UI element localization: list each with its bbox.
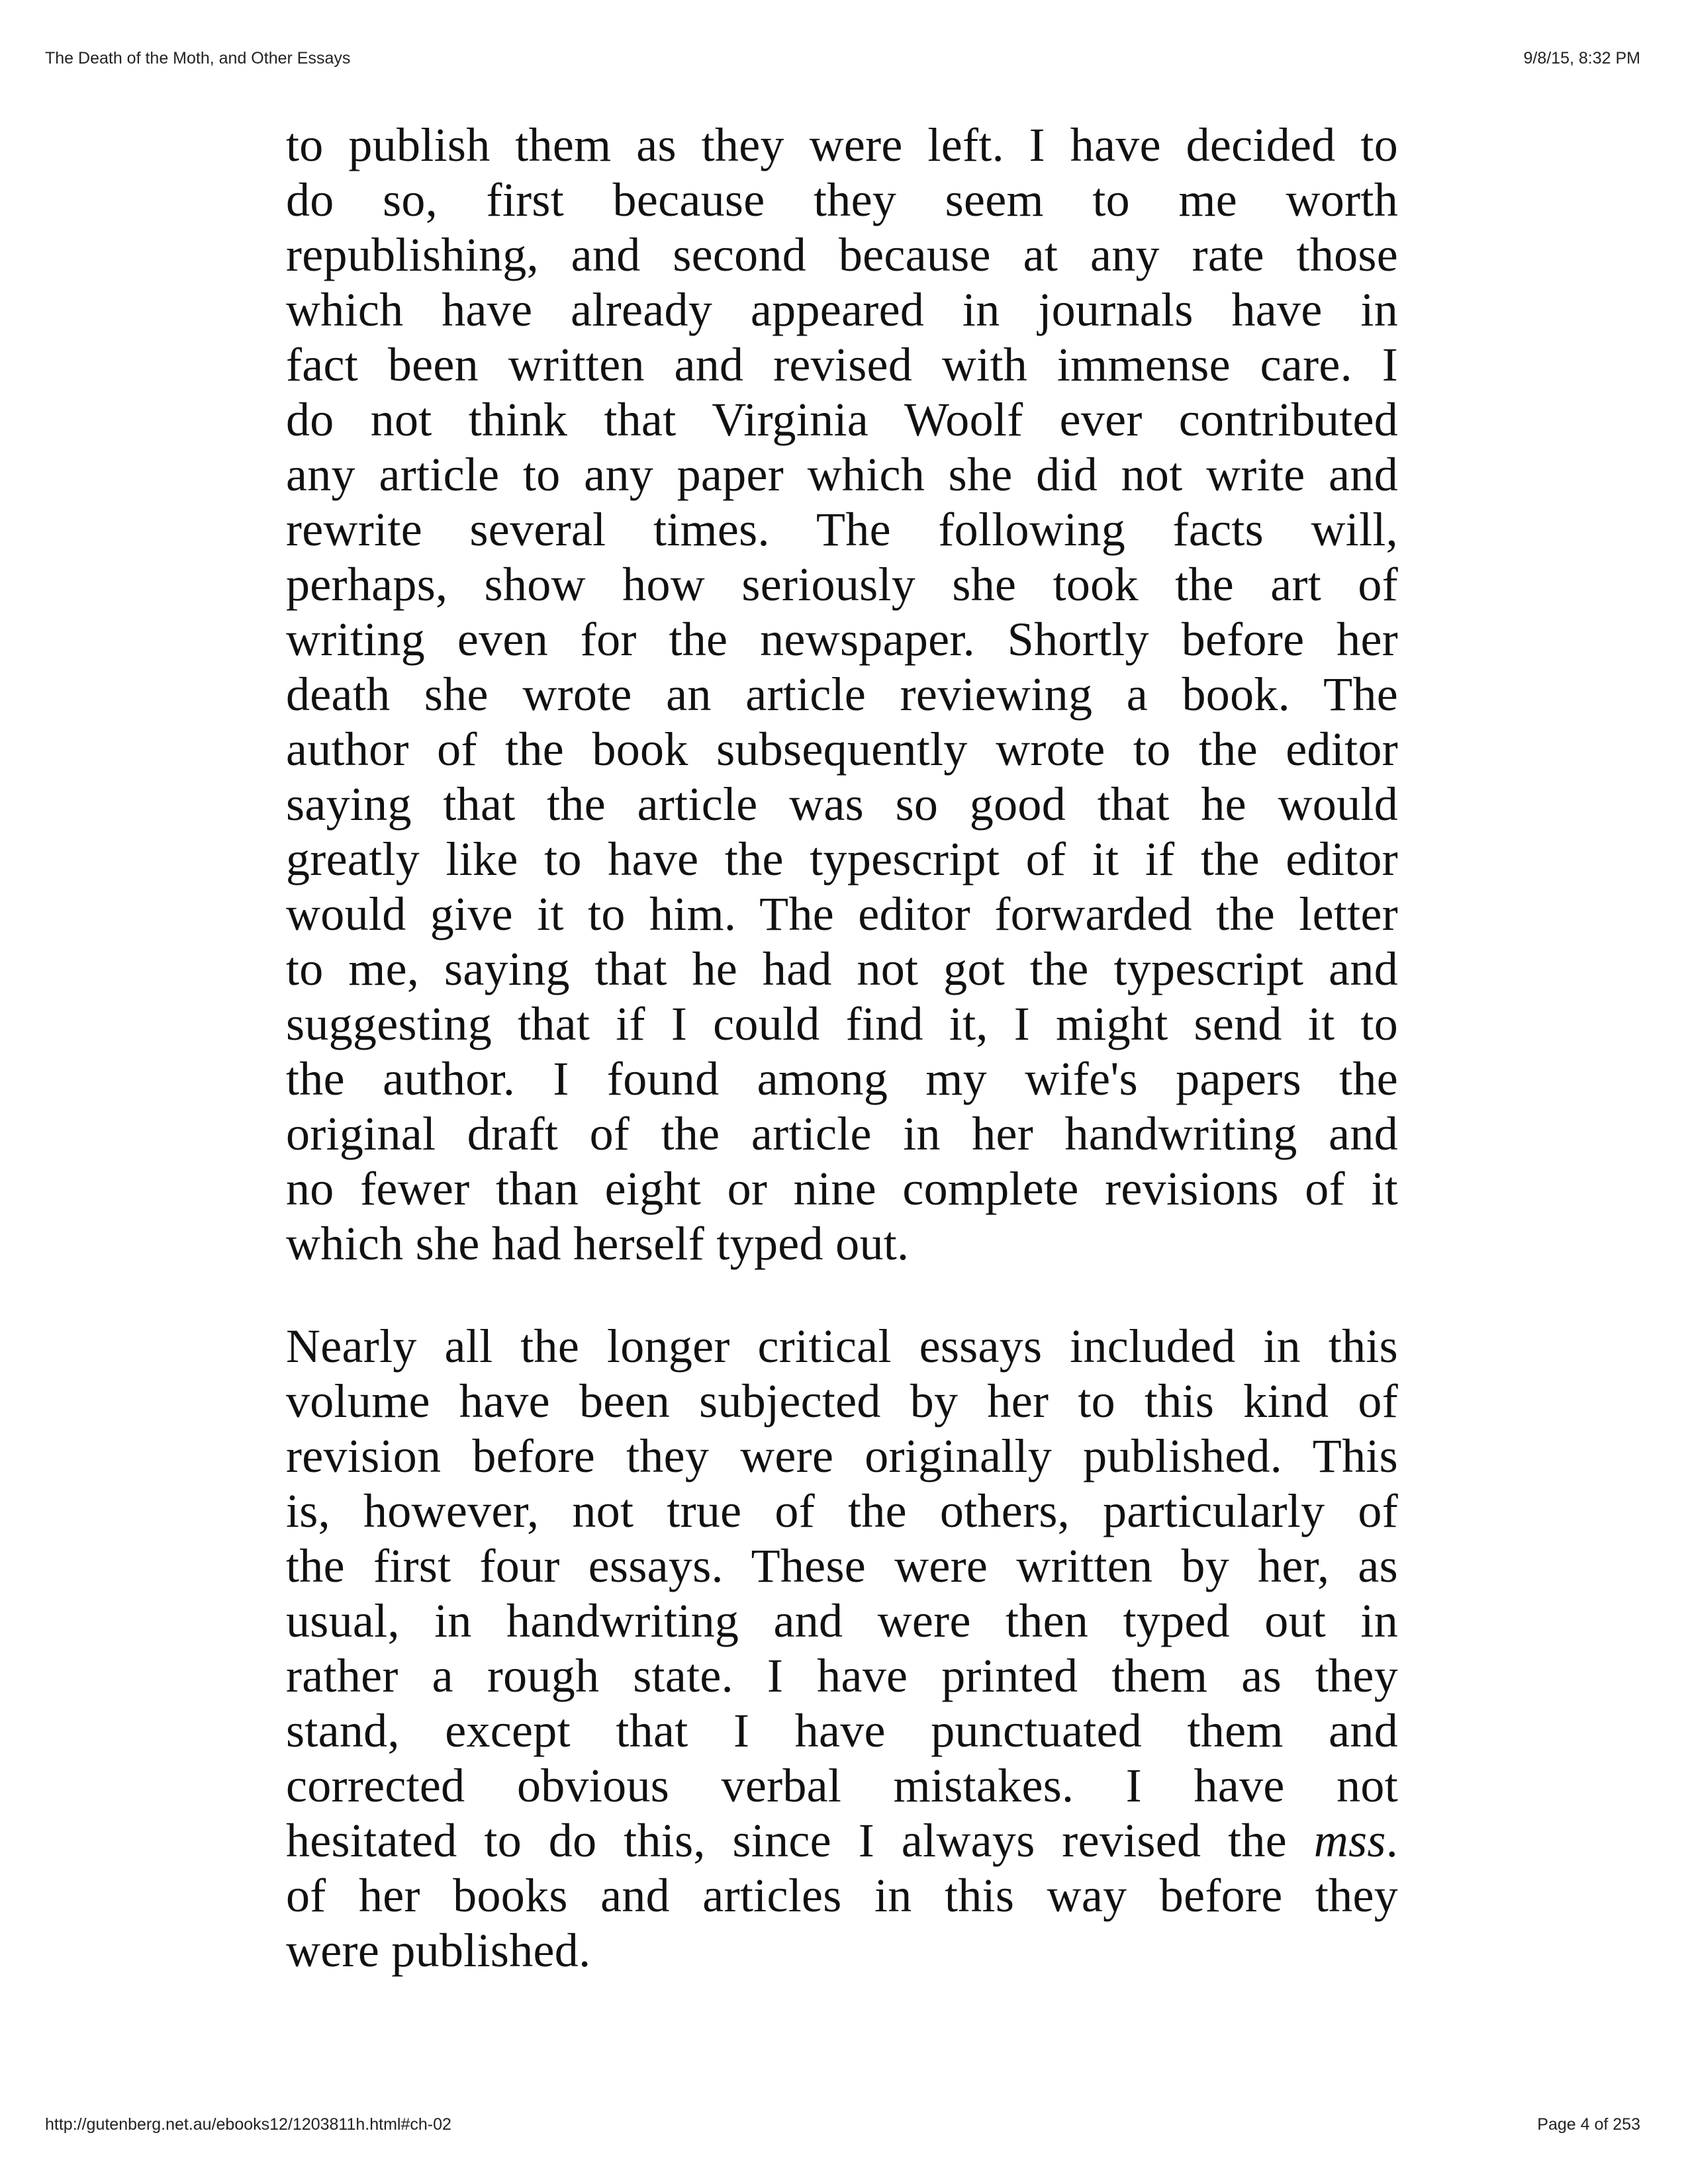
text-line: Nearly all the longer critical essays included in this	[286, 1320, 1398, 1373]
paragraph-2	[286, 1319, 1398, 1978]
text-line: rather a rough state. I have printed them as they	[286, 1649, 1398, 1702]
text-line: writing even for the newspaper. Shortly before her	[286, 613, 1398, 666]
text-line: to me, saying that he had not got the typescript and	[286, 942, 1398, 995]
text-line: to publish them as they were left. I have decided to	[286, 118, 1398, 171]
text-line: revision before they were originally published. This	[286, 1430, 1398, 1482]
text-line: were published.	[286, 1924, 591, 1977]
text-line: saying that the article was so good that he would	[286, 778, 1398, 831]
text-line: would give it to him. The editor forwarded the letter	[286, 887, 1398, 940]
text-line: fact been written and revised with immense care. I	[286, 338, 1398, 391]
text-line: stand, except that I have punctuated them and	[286, 1704, 1398, 1757]
page-footer-page-number: Page 4 of 253	[1537, 2115, 1640, 2134]
paragraph-1	[286, 118, 1398, 1271]
page-header-title: The Death of the Moth, and Other Essays	[45, 49, 351, 68]
text-line: death she wrote an article reviewing a book. The	[286, 668, 1398, 721]
text-line: original draft of the article in her handwriting and	[286, 1107, 1398, 1160]
text-line: which have already appeared in journals have in	[286, 283, 1398, 336]
text-line: usual, in handwriting and were then typed out in	[286, 1594, 1398, 1647]
text-line: republishing, and second because at any rate those	[286, 228, 1398, 281]
page-header-datetime: 9/8/15, 8:32 PM	[1523, 49, 1640, 68]
text-line: corrected obvious verbal mistakes. I have not	[286, 1759, 1398, 1812]
text-line: which she had herself typed out.	[286, 1217, 910, 1270]
italic-abbreviation: mss	[1313, 1814, 1386, 1867]
text-line: no fewer than eight or nine complete revisions of it	[286, 1162, 1398, 1215]
page-footer-url: http://gutenberg.net.au/ebooks12/1203811h.html#ch-02	[45, 2115, 451, 2134]
paragraph-spacer	[286, 1271, 1398, 1319]
text-line: rewrite several times. The following facts will,	[286, 503, 1398, 556]
text-line: any article to any paper which she did not write and	[286, 448, 1398, 501]
text-line: the first four essays. These were written by her, as	[286, 1539, 1398, 1592]
text-line: author of the book subsequently wrote to the editor	[286, 723, 1398, 776]
text-line: suggesting that if I could find it, I might send it to	[286, 997, 1398, 1050]
text-line: volume have been subjected by her to this kind of	[286, 1375, 1398, 1428]
text-segment: .	[1385, 1814, 1398, 1867]
text-line: do so, first because they seem to me worth	[286, 173, 1398, 226]
text-line: perhaps, show how seriously she took the art of	[286, 558, 1398, 611]
text-segment: hesitated to do this, since I always revised the	[286, 1814, 1314, 1867]
text-line: of her books and articles in this way before they	[286, 1869, 1398, 1922]
text-line: the author. I found among my wife's papers the	[286, 1052, 1398, 1105]
document-body	[286, 118, 1398, 1978]
text-line-with-italic	[286, 1813, 1398, 1868]
text-line: greatly like to have the typescript of it if the editor	[286, 833, 1398, 886]
text-line: is, however, not true of the others, particularly of	[286, 1484, 1398, 1537]
text-line: do not think that Virginia Woolf ever contributed	[286, 393, 1398, 446]
